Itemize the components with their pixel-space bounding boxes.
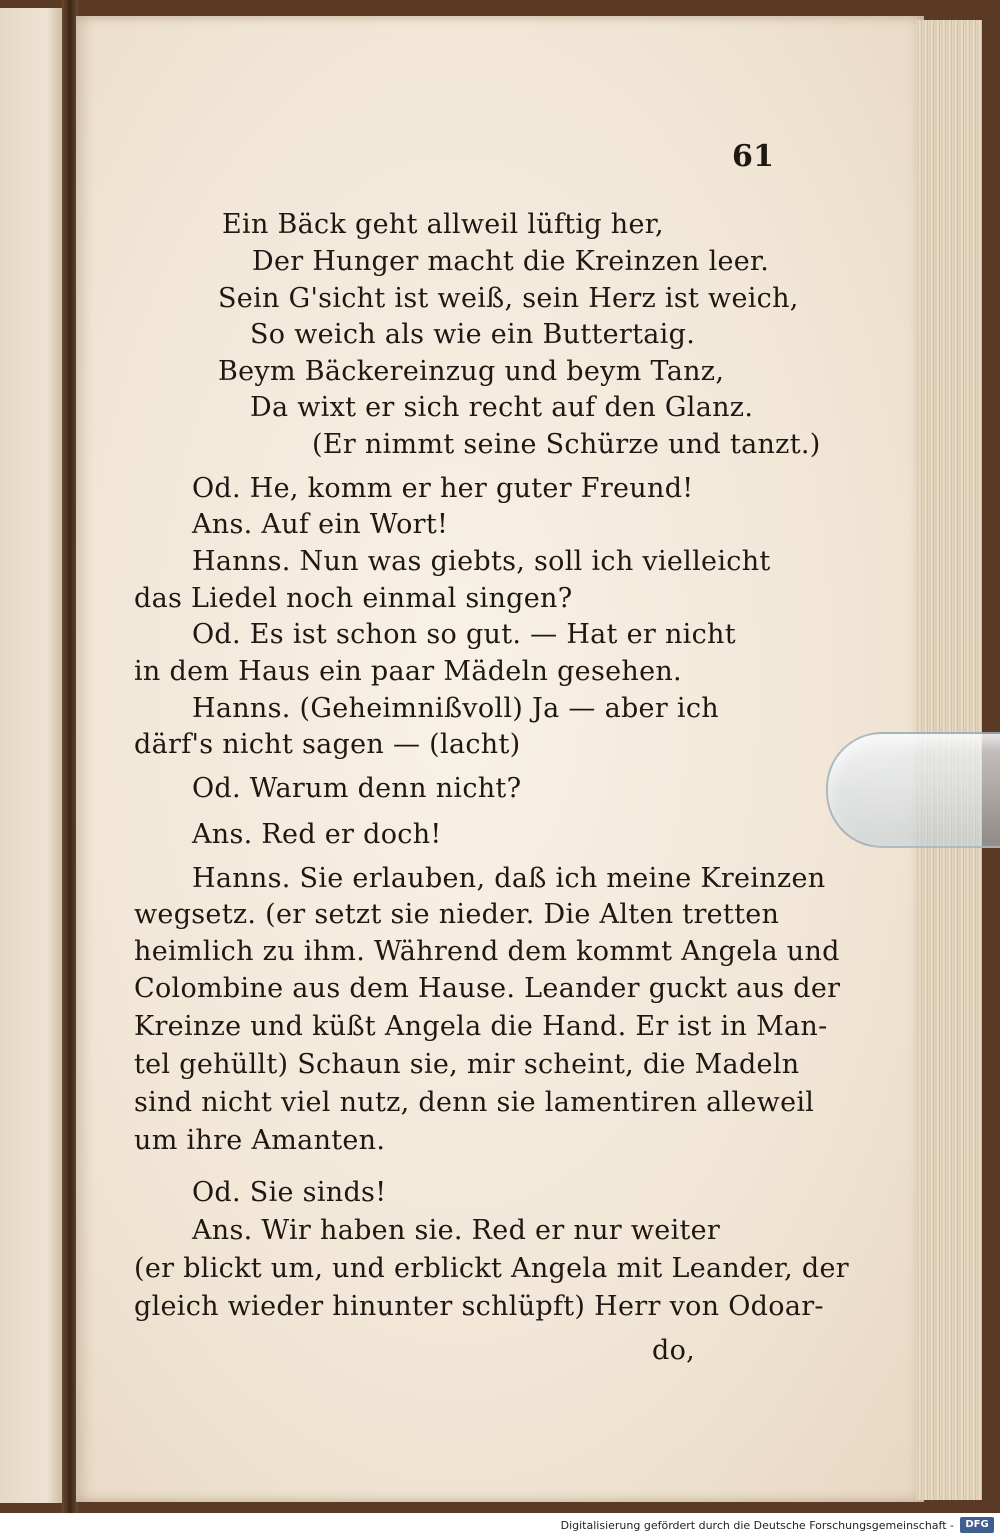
stage-direction: (Er nimmt seine Schürze und tanzt.) (312, 429, 821, 460)
dialogue-line: Od. Warum denn nicht? (192, 773, 522, 804)
dialogue-line: sind nicht viel nutz, denn sie lamentiren alleweil (134, 1087, 815, 1118)
text-line: Da wixt er sich recht auf den Glanz. (250, 392, 754, 423)
text-line: Beym Bäckereinzug und beym Tanz, (218, 356, 725, 387)
dialogue-line: Od. Es ist schon so gut. — Hat er nicht (192, 619, 736, 650)
dfg-logo: DFG (960, 1517, 994, 1533)
dialogue-line: Hanns. Sie erlauben, daß ich meine Kreinzen (192, 863, 826, 894)
dialogue-line: wegsetz. (er setzt sie nieder. Die Alten tretten (134, 899, 780, 930)
catchword: do, (652, 1335, 696, 1366)
page-clip (826, 732, 1000, 848)
dialogue-line: tel gehüllt) Schaun sie, mir scheint, die Madeln (134, 1049, 800, 1080)
dialogue-line: Od. Sie sinds! (192, 1177, 387, 1208)
footer-bar (0, 1513, 1000, 1539)
dialogue-line: Hanns. (Geheimnißvoll) Ja — aber ich (192, 693, 719, 724)
dialogue-line: in dem Haus ein paar Mädeln gesehen. (134, 656, 682, 687)
digitization-credit: Digitalisierung gefördert durch die Deutsche Forschungsgemeinschaft - (560, 1519, 954, 1532)
dialogue-line: Ans. Wir haben sie. Red er nur weiter (192, 1215, 721, 1246)
dialogue-line: das Liedel noch einmal singen? (134, 583, 573, 614)
dialogue-line: Colombine aus dem Hause. Leander guckt aus der (134, 973, 841, 1004)
dialogue-line: (er blickt um, und erblickt Angela mit Leander, der (134, 1253, 849, 1284)
text-line: So weich als wie ein Buttertaig. (250, 319, 696, 350)
dialogue-line: Od. He, komm er her guter Freund! (192, 473, 694, 504)
page-number: 61 (732, 139, 775, 174)
dialogue-line: heimlich zu ihm. Während dem kommt Angela und (134, 936, 840, 967)
dialogue-line: um ihre Amanten. (134, 1125, 386, 1156)
text-line: Der Hunger macht die Kreinzen leer. (252, 246, 770, 277)
dialogue-line: gleich wieder hinunter schlüpft) Herr von Odoar- (134, 1291, 824, 1322)
text-line: Ein Bäck geht allweil lüftig her, (222, 209, 664, 240)
text-line: Sein G'sicht ist weiß, sein Herz ist weich, (218, 283, 799, 314)
dialogue-line: därf's nicht sagen — (lacht) (134, 729, 521, 760)
dialogue-line: Hanns. Nun was giebts, soll ich vielleicht (192, 546, 771, 577)
dialogue-line: Ans. Auf ein Wort! (192, 509, 449, 540)
dialogue-line: Kreinze und küßt Angela die Hand. Er ist in Man- (134, 1011, 828, 1042)
dialogue-line: Ans. Red er doch! (192, 819, 442, 850)
